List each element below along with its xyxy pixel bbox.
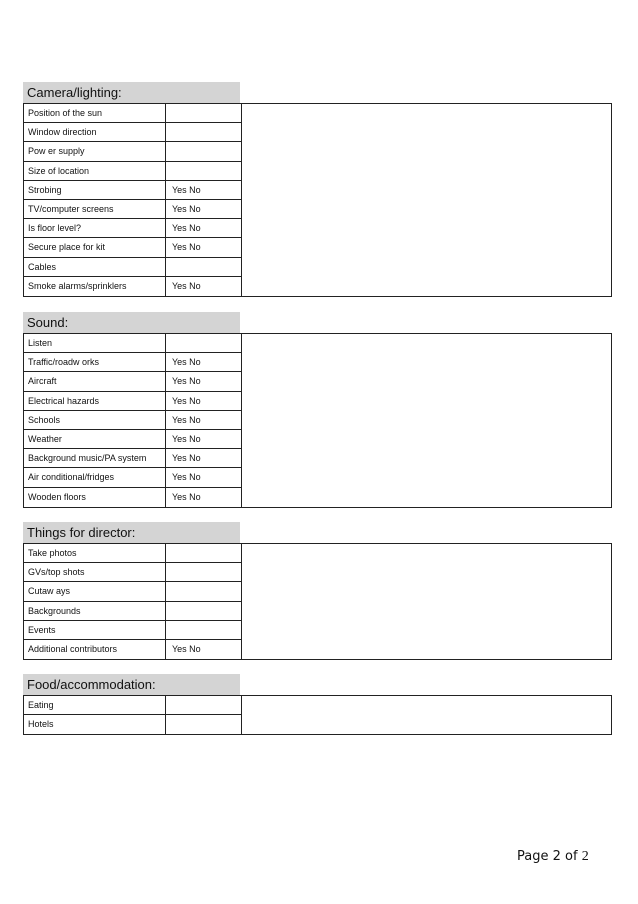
checklist-rows <box>24 544 242 659</box>
section-table <box>23 103 612 297</box>
row-value: Yes No <box>172 184 201 195</box>
table-row <box>24 449 241 468</box>
table-row <box>24 468 241 487</box>
row-label: Secure place for kit <box>24 238 166 256</box>
row-label: Traffic/roadw orks <box>24 353 166 371</box>
row-label: Smoke alarms/sprinklers <box>24 277 166 296</box>
table-row <box>24 602 241 621</box>
row-label: Cables <box>24 258 166 276</box>
table-row <box>24 219 241 238</box>
row-value: Yes No <box>172 376 201 387</box>
section-camera-lighting <box>23 82 612 297</box>
row-label: Backgrounds <box>24 602 166 620</box>
table-row <box>24 238 241 257</box>
row-label: Listen <box>24 334 166 352</box>
row-value: Yes No <box>172 223 201 234</box>
table-row <box>24 430 241 449</box>
row-value: Yes No <box>172 357 201 368</box>
row-label: Take photos <box>24 544 166 562</box>
row-label: Weather <box>24 430 166 448</box>
section-title: Camera/lighting: <box>23 82 240 103</box>
table-row <box>24 563 241 582</box>
table-row <box>24 277 241 296</box>
checklist-rows <box>24 696 242 734</box>
row-value: Yes No <box>172 643 201 654</box>
section-title: Things for director: <box>23 522 240 543</box>
row-label: Background music/PA system <box>24 449 166 467</box>
section-table <box>23 695 612 735</box>
row-value <box>166 334 241 352</box>
row-label: Electrical hazards <box>24 392 166 410</box>
row-value <box>166 621 241 639</box>
table-row <box>24 411 241 430</box>
row-label: Position of the sun <box>24 104 166 122</box>
section-sound <box>23 312 612 508</box>
row-value: Yes No <box>172 395 201 406</box>
row-value <box>166 563 241 581</box>
section-things-for-director <box>23 522 612 660</box>
page-label: Page 2 of <box>517 849 578 864</box>
row-label: Additional contributors <box>24 640 166 659</box>
row-label: Is floor level? <box>24 219 166 237</box>
page-total: 2 <box>581 849 589 864</box>
row-value: Yes No <box>172 280 201 291</box>
row-value <box>166 142 241 160</box>
row-value <box>166 544 241 562</box>
row-value <box>166 715 241 734</box>
table-row <box>24 696 241 715</box>
table-row <box>24 582 241 601</box>
row-value: Yes No <box>172 414 201 425</box>
table-row <box>24 334 241 353</box>
row-value <box>166 602 241 620</box>
table-row <box>24 123 241 142</box>
row-value: Yes No <box>172 203 201 214</box>
table-row <box>24 258 241 277</box>
table-row <box>24 162 241 181</box>
table-row <box>24 200 241 219</box>
row-label: GVs/top shots <box>24 563 166 581</box>
table-row <box>24 142 241 161</box>
row-label: Events <box>24 621 166 639</box>
row-value <box>166 104 241 122</box>
table-row <box>24 372 241 391</box>
row-label: Schools <box>24 411 166 429</box>
row-value <box>166 582 241 600</box>
row-value <box>166 162 241 180</box>
table-row <box>24 544 241 563</box>
row-value: Yes No <box>172 491 201 502</box>
row-label: Size of location <box>24 162 166 180</box>
section-table <box>23 543 612 660</box>
row-value <box>166 123 241 141</box>
table-row <box>24 640 241 659</box>
row-label: Window direction <box>24 123 166 141</box>
row-label: Cutaw ays <box>24 582 166 600</box>
checklist-rows <box>24 334 242 507</box>
checklist-rows <box>24 104 242 296</box>
table-row <box>24 392 241 411</box>
section-food-accommodation <box>23 674 612 735</box>
row-label: Hotels <box>24 715 166 734</box>
section-table <box>23 333 612 508</box>
section-title: Sound: <box>23 312 240 333</box>
row-label: Strobing <box>24 181 166 199</box>
row-label: Eating <box>24 696 166 714</box>
row-label: Wooden floors <box>24 488 166 507</box>
row-value: Yes No <box>172 472 201 483</box>
table-row <box>24 104 241 123</box>
page-number <box>517 849 589 865</box>
section-title: Food/accommodation: <box>23 674 240 695</box>
row-value: Yes No <box>172 242 201 253</box>
row-label: Aircraft <box>24 372 166 390</box>
table-row <box>24 715 241 734</box>
row-value <box>166 696 241 714</box>
table-row <box>24 181 241 200</box>
table-row <box>24 353 241 372</box>
table-row <box>24 488 241 507</box>
row-label: TV/computer screens <box>24 200 166 218</box>
table-row <box>24 621 241 640</box>
row-value <box>166 258 241 276</box>
row-label: Air conditional/fridges <box>24 468 166 486</box>
row-value: Yes No <box>172 433 201 444</box>
row-label: Pow er supply <box>24 142 166 160</box>
row-value: Yes No <box>172 453 201 464</box>
